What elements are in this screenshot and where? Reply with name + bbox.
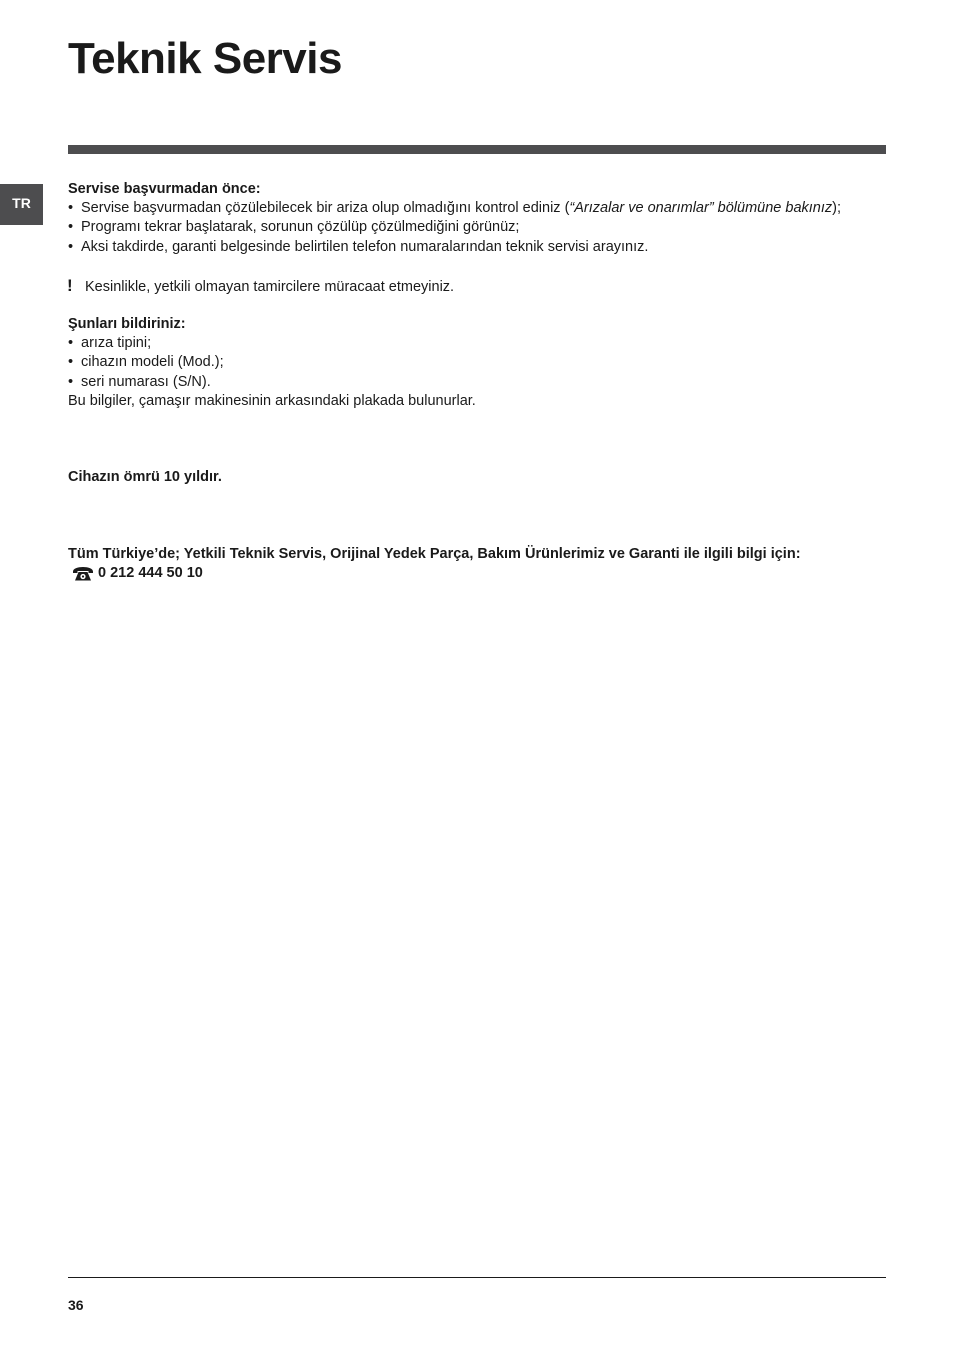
lifespan-note: Cihazın ömrü 10 yıldır. <box>68 469 222 486</box>
warning-text: Kesinlikle, yetkili olmayan tamircilere müracaat etmeyiniz. <box>85 278 455 295</box>
report-heading: Şunları bildiriniz: <box>68 316 186 333</box>
list-item: • Programı tekrar başlatarak, sorunun çözülüp çözülmediğini görünüz; <box>68 218 898 237</box>
before-service-heading: Servise başvurmadan önce: <box>68 181 261 197</box>
page-number: 36 <box>68 1297 84 1313</box>
phone-line <box>72 564 898 583</box>
footer-rule <box>68 1277 886 1278</box>
warning-note <box>68 276 898 297</box>
service-contact-text: Tüm Türkiye’de; Yetkili Teknik Servis, Orijinal Yedek Parça, Bakım Ürünlerimiz ve Garanti ile ilgili bilgi için: <box>68 546 801 563</box>
content <box>68 180 898 584</box>
language-tab: TR <box>0 184 43 225</box>
title-rule <box>68 145 886 154</box>
exclamation-icon: ! <box>67 275 73 295</box>
bullet-1-tail: ); <box>832 200 842 217</box>
report-list <box>68 334 898 392</box>
list-item: • Aksi takdirde, garanti belgesinde belirtilen telefon numaralarından teknik servisi arayınız. <box>68 238 898 257</box>
phone-number: 0 212 444 50 10 <box>98 565 203 582</box>
bullet-1-reference: “Arızalar ve onarımlar” bölümüne bakınız <box>569 200 833 217</box>
page-title: Teknik Servis <box>68 34 342 83</box>
list-item: • arıza tipini; <box>68 334 898 353</box>
list-item: • cihazın modeli (Mod.); <box>68 353 898 372</box>
telephone-icon <box>72 566 94 582</box>
list-item: • seri numarası (S/N). <box>68 373 898 392</box>
bullet-1-text: Servise başvurmadan çözülebilecek bir ariza olup olmadığını kontrol ediniz ( <box>81 200 570 217</box>
report-note: Bu bilgiler, çamaşır makinesinin arkasındaki plakada bulunurlar. <box>68 392 476 409</box>
before-service-list <box>68 199 898 257</box>
list-item <box>68 199 898 218</box>
